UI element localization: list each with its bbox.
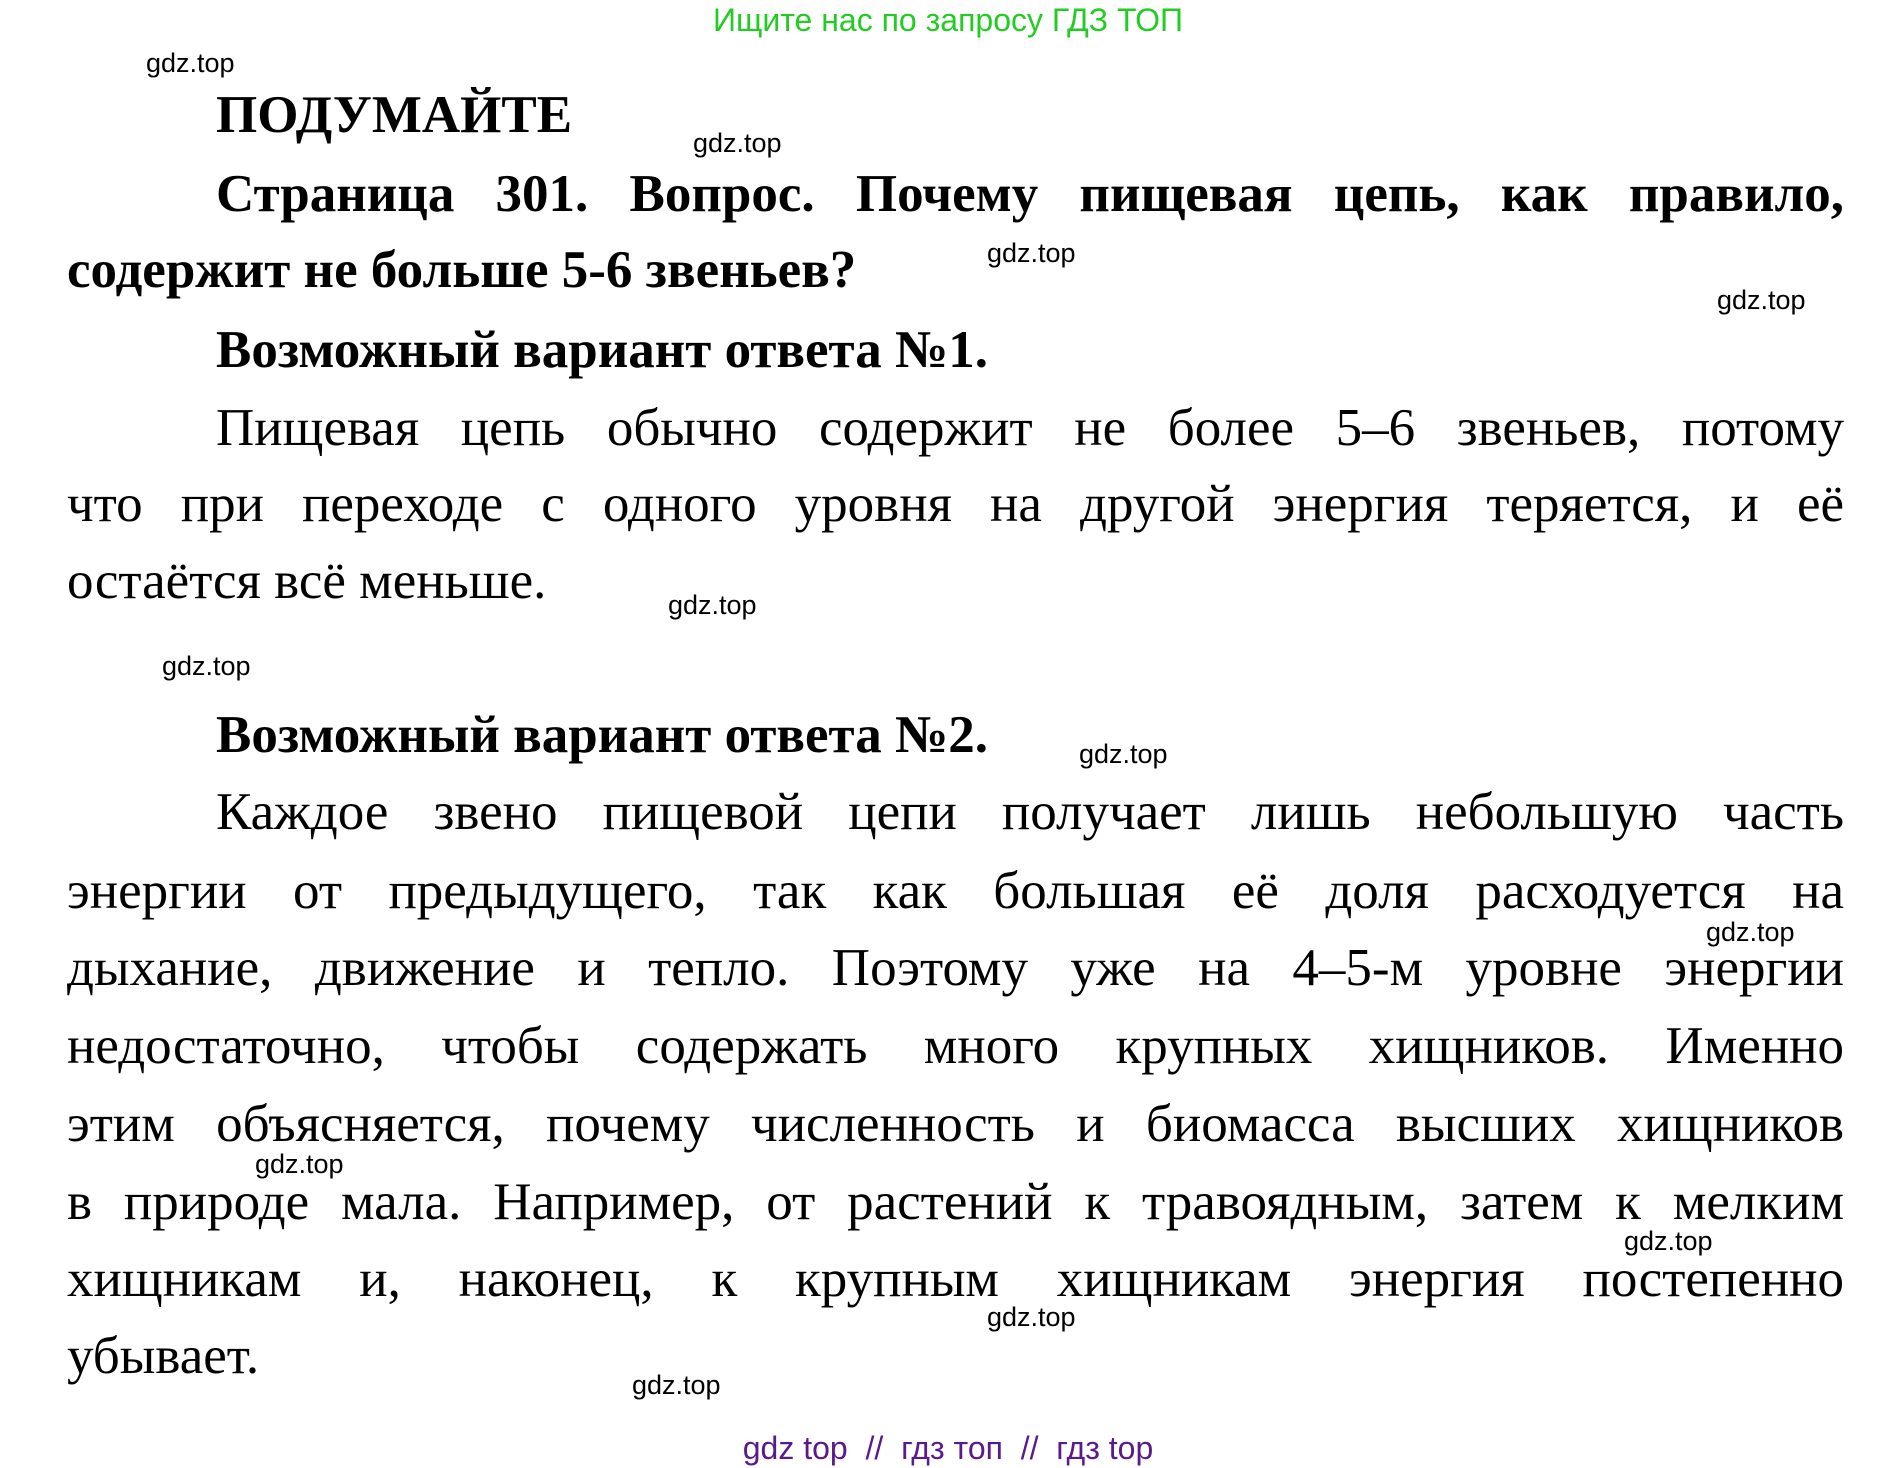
watermark-text: gdz.top	[1079, 739, 1168, 769]
watermark-text: gdz.top	[1706, 917, 1795, 947]
answer2-line: недостаточно, чтобы содержать много крупных хищников. Именно	[67, 1017, 1844, 1075]
question-line-1: Страница 301. Вопрос. Почему пищевая цепь, как правило,	[216, 165, 1844, 223]
answer1-line: что при переходе с одного уровня на другой энергия теряется, и её	[67, 475, 1844, 533]
watermark-text: gdz.top	[632, 1370, 721, 1400]
watermark-text: gdz.top	[987, 1302, 1076, 1332]
answer1-line: Пищевая цепь обычно содержит не более 5–6 звеньев, потому	[216, 399, 1844, 457]
watermark-text: gdz.top	[146, 48, 235, 78]
top-search-banner[interactable]: Ищите нас по запросу ГДЗ ТОП	[713, 2, 1183, 38]
answer2-line: в природе мала. Например, от растений к травоядным, затем к мелким	[67, 1173, 1844, 1231]
watermark-text: gdz.top	[1624, 1226, 1713, 1256]
watermark-text: gdz.top	[162, 651, 251, 681]
answer2-line: энергии от предыдущего, так как большая её доля расходуется на	[67, 862, 1844, 920]
answer2-heading: Возможный вариант ответа №2.	[216, 706, 988, 764]
answer2-line: Каждое звено пищевой цепи получает лишь небольшую часть	[216, 783, 1844, 841]
watermark-text: gdz.top	[1717, 285, 1806, 315]
answer2-line: этим объясняется, почему численность и биомасса высших хищников	[67, 1095, 1844, 1153]
watermark-text: gdz.top	[693, 128, 782, 158]
watermark-text: gdz.top	[668, 590, 757, 620]
watermark-text: gdz.top	[255, 1149, 344, 1179]
section-title: ПОДУМАЙТЕ	[216, 86, 573, 144]
question-line-2: содержит не больше 5-6 звеньев?	[67, 241, 857, 299]
answer1-line: остаётся всё меньше.	[67, 552, 547, 610]
answer2-line: убывает.	[67, 1327, 260, 1385]
watermark-text: gdz.top	[987, 238, 1076, 268]
answer2-line: дыхание, движение и тепло. Поэтому уже на 4–5-м уровне энергии	[67, 939, 1844, 997]
answer1-heading: Возможный вариант ответа №1.	[216, 321, 988, 379]
bottom-site-links[interactable]: gdz top // гдз топ // гдз top	[742, 1430, 1154, 1466]
answer2-line: хищникам и, наконец, к крупным хищникам энергия постепенно	[67, 1250, 1844, 1308]
